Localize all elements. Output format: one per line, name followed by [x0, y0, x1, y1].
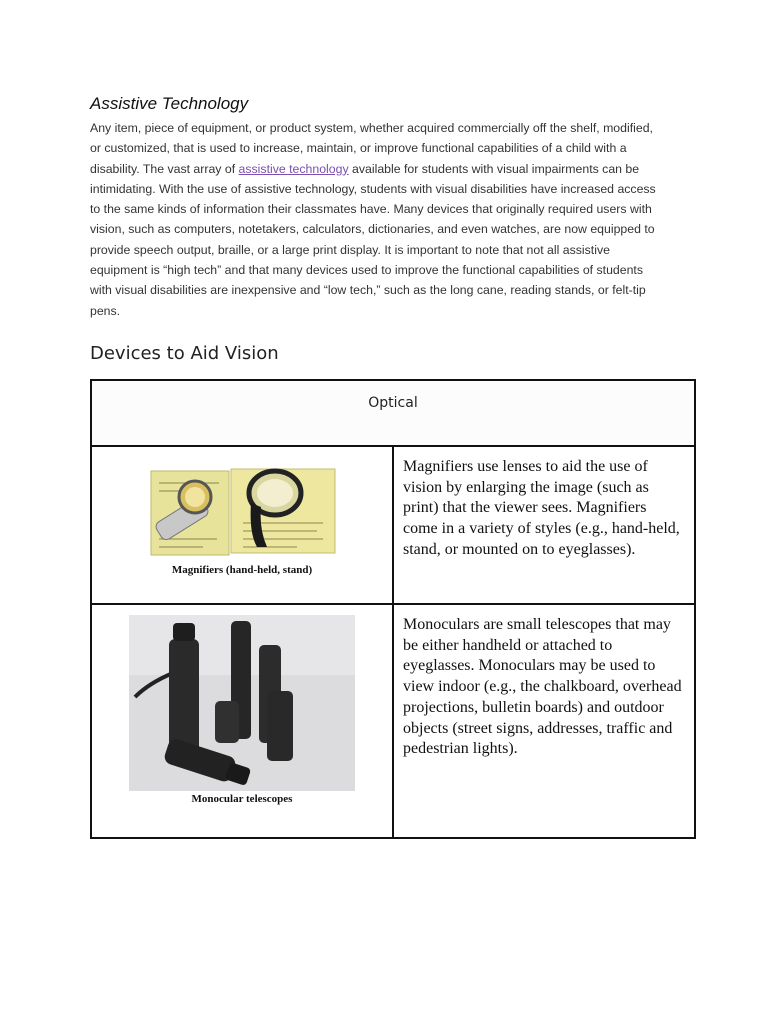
monoculars-image-cell	[91, 604, 393, 838]
table-row	[91, 604, 695, 838]
monoculars-caption: Monocular telescopes	[191, 793, 293, 805]
table-header-cell	[91, 380, 695, 446]
magnifiers-photo-icon	[147, 463, 337, 559]
intro-paragraph	[90, 118, 665, 321]
monoculars-description-cell	[393, 604, 695, 838]
intro-text-end: available for students with visual impairments can be intimidating. With the use of assistive technology, students with visual disabilities have increased access to the same kinds of information their classmates have. Many devices that originally required users with vision, such as computers, notetakers, calculators, dictionaries, and even watches, are now equipped to provide speech output, braille, or a large print display. It is important to note that not all assistive equipment is “high tech” and that many devices used to improve the functional capabilities of students with visual disabilities are inexpensive and “low tech,” such as the long cane, reading stands, or felt-tip pens.	[90, 161, 656, 318]
magnifiers-image-cell	[91, 446, 393, 604]
magnifiers-description-cell	[393, 446, 695, 604]
table-header-optical: Optical	[368, 395, 418, 411]
assistive-technology-link[interactable]: assistive technology	[238, 161, 349, 176]
intro-text-start: Any item, piece of equipment, or product system, whether acquired commercially off the shelf, modified, or customized, that is used to increase, maintain, or improve functional capabilities of a child with a disability. The vast array of	[90, 121, 653, 176]
section-title: Assistive Technology	[90, 94, 249, 113]
magnifiers-description: Magnifiers use lenses to aid the use of vision by enlarging the image (such as print) that the viewer sees. Magnifiers come in a variety of styles (e.g., hand-held, stand, or mounted on to eyeglasses).	[403, 458, 680, 558]
monoculars-description: Monoculars are small telescopes that may be either handheld or attached to eyeglasses. Monoculars may be used to view indoor (e.g., the chalkboard, overhead projections, bulletin boards) and outdoor objects (street signs, addresses, traffic and pedestrian lights).	[403, 616, 682, 758]
monoculars-photo-icon	[129, 615, 355, 791]
table-row	[91, 446, 695, 604]
magnifiers-caption: Magnifiers (hand-held, stand)	[171, 564, 313, 576]
devices-table	[90, 379, 696, 839]
devices-title: Devices to Aid Vision	[90, 343, 279, 364]
